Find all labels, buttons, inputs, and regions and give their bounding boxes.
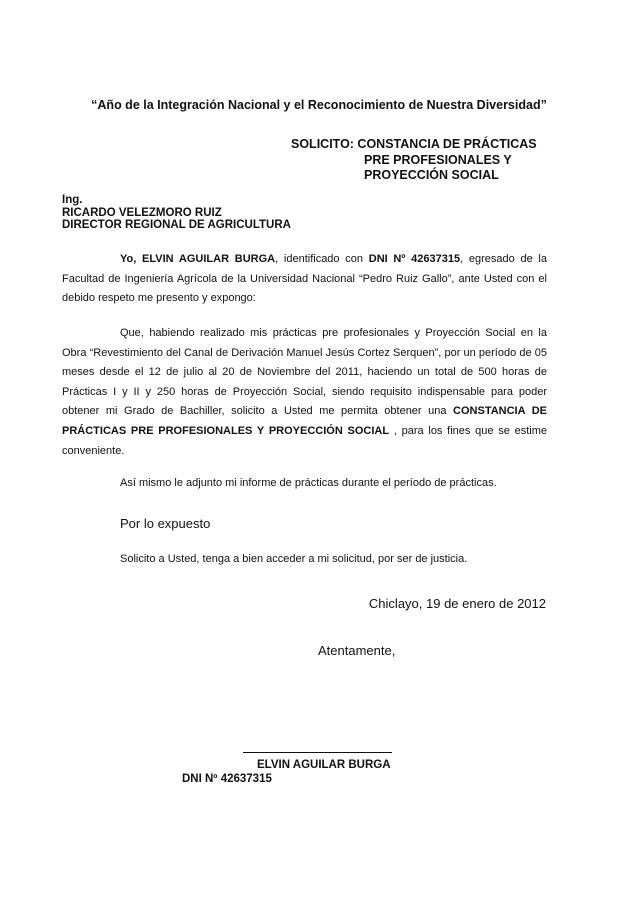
body-bold-request: CONSTANCIA DE PRÁCTICAS PRE PROFESIONALES Y PROYECCIÓN SOCIAL [62,405,547,437]
intro-text-2: , egresado de la Facultad de Ingeniería Agrícola de la Universidad Nacional “Pedro Ruiz Gallo”, ante Usted con el debido respeto me presento y expongo: [62,253,547,305]
body-text-2: , para los fines que se estime conveniente. [62,424,548,457]
subject-line-3: PROYECCIÓN SOCIAL [364,168,499,182]
farewell: Atentamente, [318,643,396,658]
addressee-name: RICARDO VELEZMORO RUIZ [62,206,222,219]
signature-name: ELVIN AGUILAR BURGA [257,759,391,771]
subject-line-2: PRE PROFESIONALES Y [364,152,512,167]
addressee-block [62,194,291,232]
applicant-dni: DNI Nº 42637315 [368,253,461,265]
place-date: Chiclayo, 19 de enero de 2012 [368,596,546,611]
signature-line [243,752,392,753]
intro-yo: Yo, [120,253,137,265]
addressee-position: DIRECTOR REGIONAL DE AGRICULTURA [62,219,291,231]
signature-dni: DNI Nº 42637315 [182,773,272,785]
body-paragraph [62,324,547,461]
intro-paragraph [62,250,547,309]
closing-phrase: Por lo expuesto [120,516,211,531]
subject-block [291,137,537,184]
year-motto: “Año de la Integración Nacional y el Reconocimiento de Nuestra Diversidad” [91,98,547,112]
attachment-line: Así mismo le adjunto mi informe de prácticas durante el período de prácticas. [120,477,497,489]
intro-text-1: , identificado con [275,253,369,265]
body-text-1: Que, habiendo realizado mis prácticas pre profesionales y Proyección Social en la Obra “Revestimiento del Canal de Derivación Manuel Jesús Cortez Serquen”, por un período de 05 meses desde el 12 de julio al 20 de Noviembre del 2011, haciendo un total de 500 horas de Prácticas I y II y 250 horas de Proyección Social, siendo requisito indispensable para poder obtener mi Grado de Bachiller, solicito a Usted me permita obtener una [62,327,547,418]
applicant-name: ELVIN AGUILAR BURGA [142,253,276,265]
addressee-title: Ing. [62,194,83,206]
subject-line-1: SOLICITO: CONSTANCIA DE PRÁCTICAS [291,137,537,151]
request-line: Solicito a Usted, tenga a bien acceder a mi solicitud, por ser de justicia. [120,553,468,565]
